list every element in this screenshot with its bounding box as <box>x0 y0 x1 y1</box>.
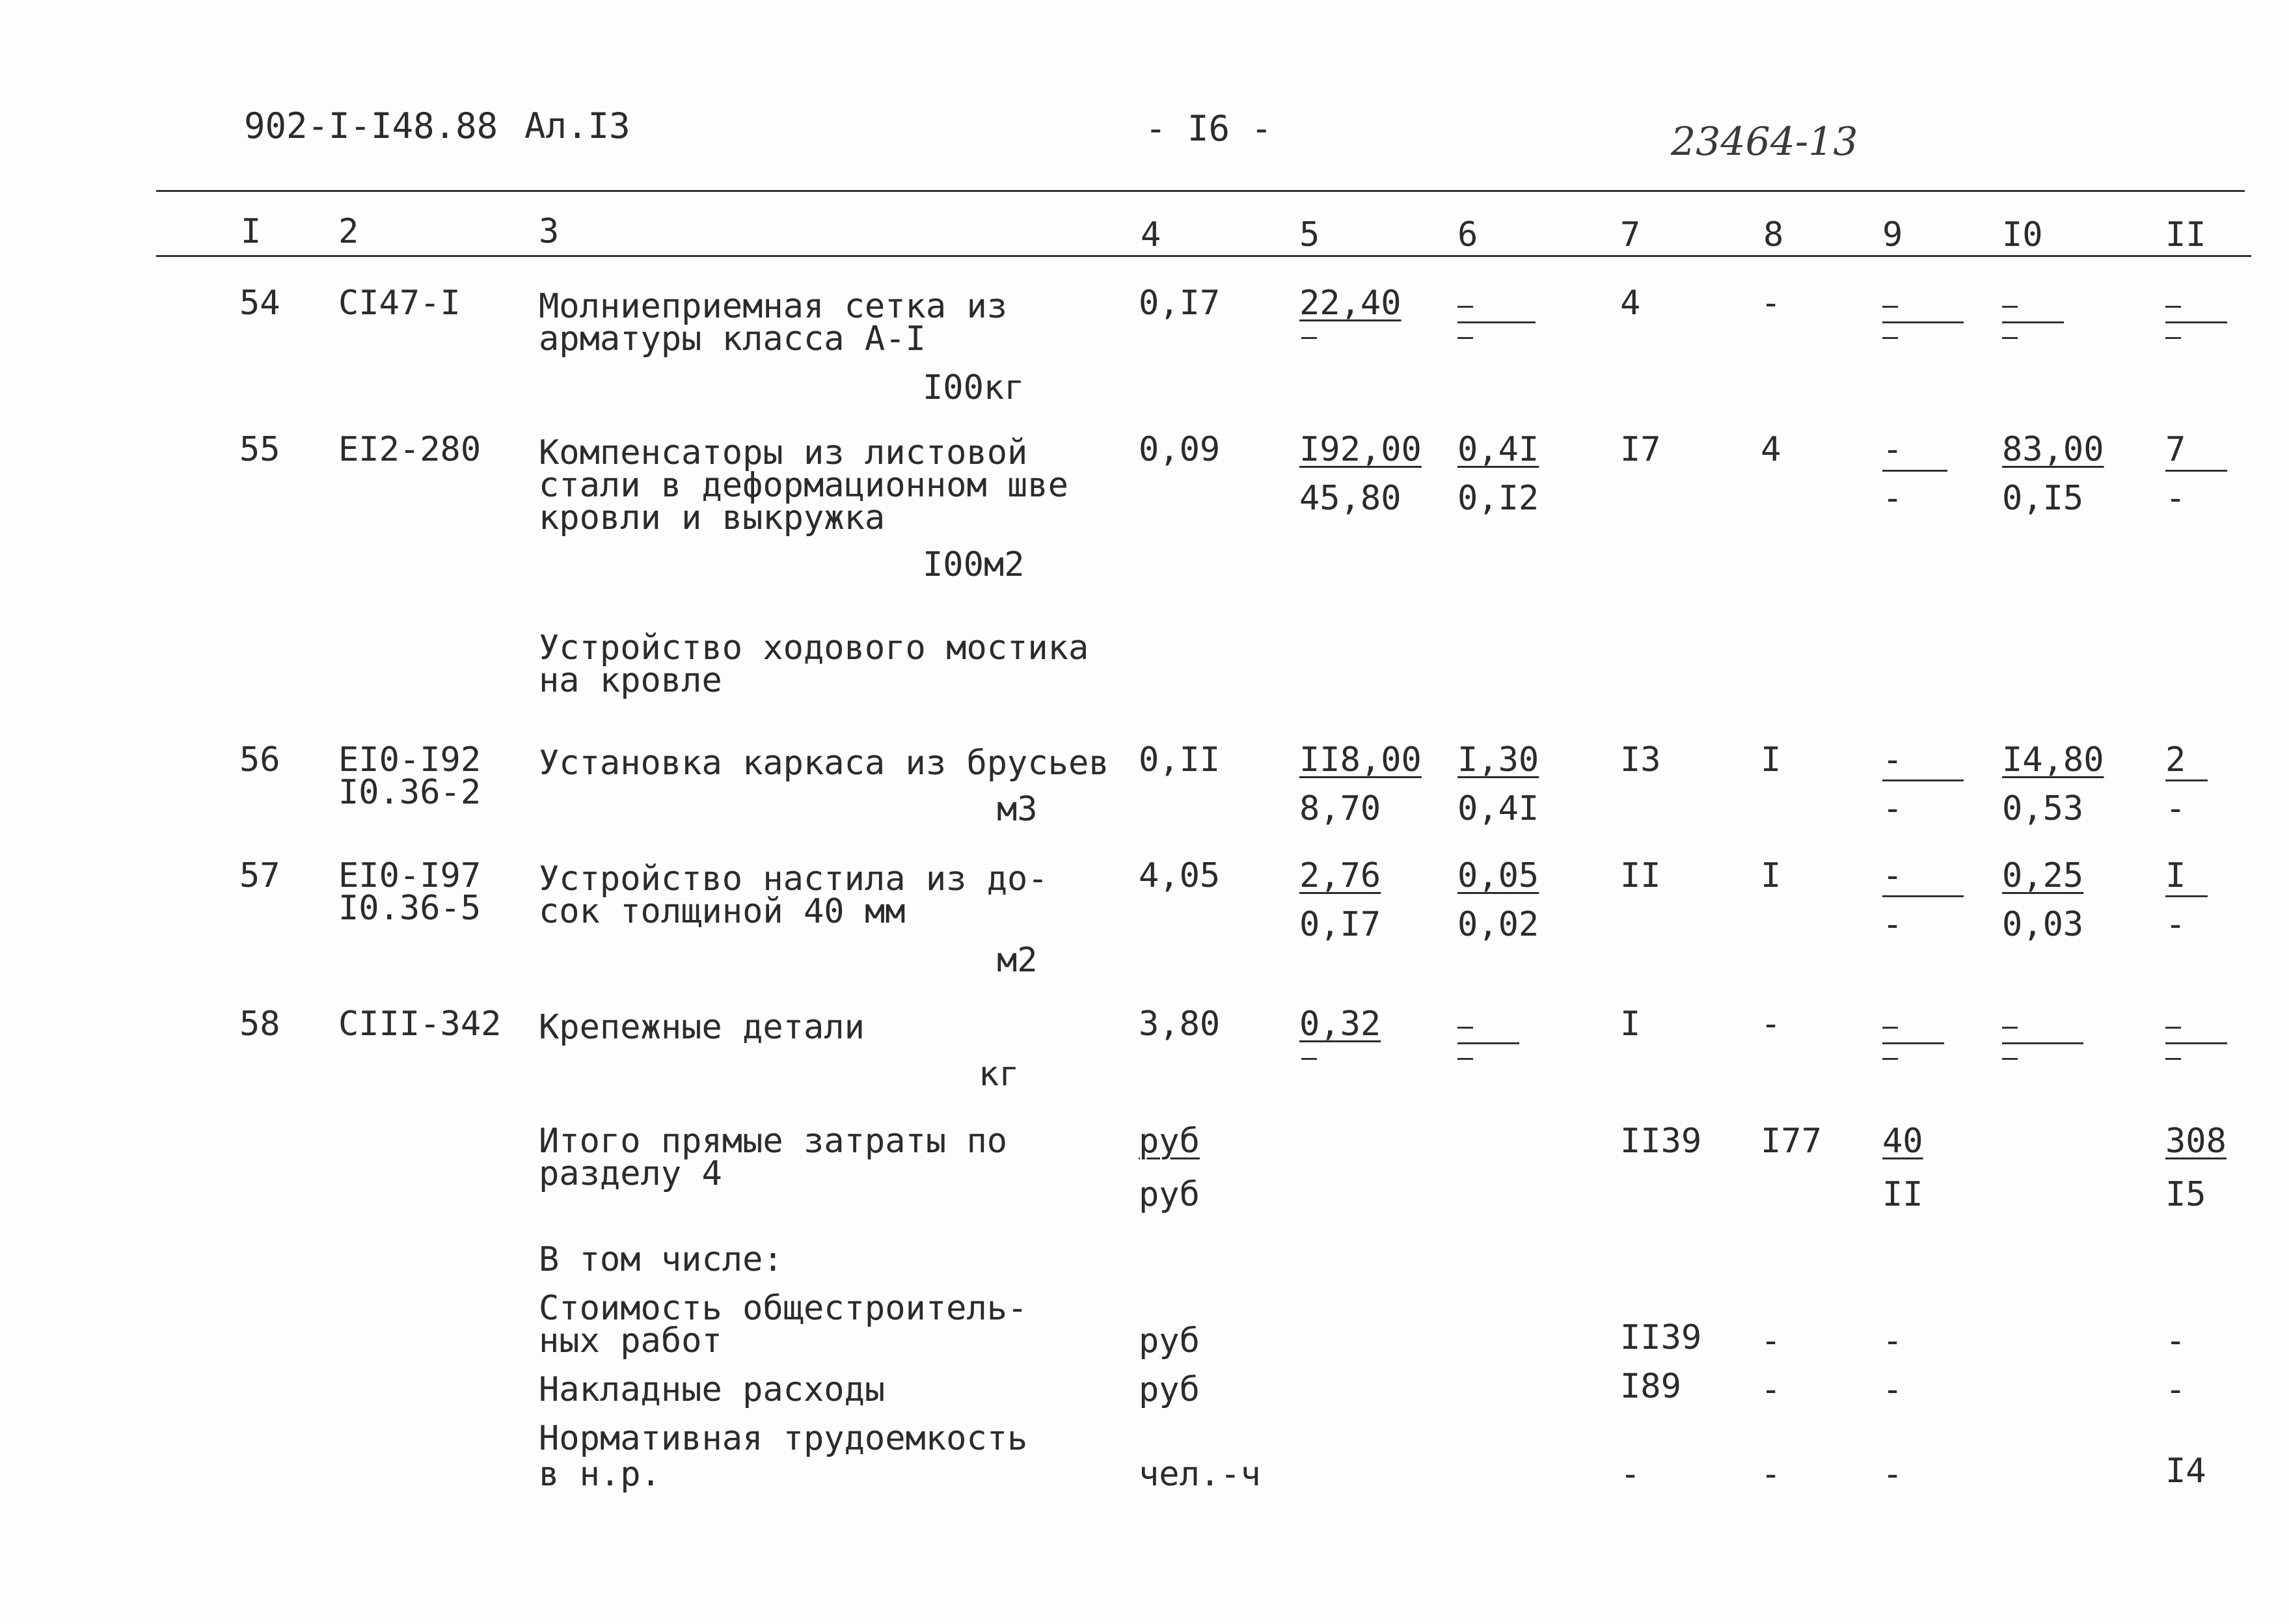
row-54-col10-dash2 <box>2002 337 2018 339</box>
row-54-unit: I00кг <box>923 368 1025 407</box>
totals-desc-line1: Итого прямые затраты по <box>539 1122 1008 1161</box>
totals-desc-line2: разделу 4 <box>539 1154 722 1193</box>
row-55-desc-line2: стали в деформационном шве <box>539 466 1068 505</box>
overhead-unit: руб <box>1139 1370 1200 1409</box>
col-header-10: I0 <box>2002 215 2043 254</box>
row-54-col9-dash <box>1882 306 1898 308</box>
row-54-col7: 4 <box>1620 284 1641 323</box>
row-55-desc-line1: Компенсаторы из листовой <box>539 433 1028 472</box>
col-header-6: 6 <box>1457 215 1478 254</box>
row-58-col10-dash2 <box>2002 1058 2018 1060</box>
row-57-col9-top: - <box>1882 856 1903 895</box>
row-58-col9-rule <box>1882 1042 1944 1044</box>
labor-col8: - <box>1761 1455 1781 1494</box>
row-57-desc-line2: сок толщиной 40 мм <box>539 892 906 931</box>
general-works-col11: - <box>2165 1321 2186 1360</box>
general-works-desc-line2: ных работ <box>539 1321 722 1360</box>
col-header-8: 8 <box>1763 215 1784 254</box>
row-54-desc-line1: Молниеприемная сетка из <box>539 287 1008 326</box>
row-57-col6-top: 0,05 <box>1457 856 1539 895</box>
row-58-col7: I <box>1620 1005 1641 1044</box>
row-54-col10-dash <box>2002 306 2018 308</box>
col-header-4: 4 <box>1141 215 1161 254</box>
row-56-code-line1: EI0-I92 <box>338 740 481 779</box>
row-54-col6-dash <box>1457 306 1473 308</box>
general-works-col8: - <box>1761 1321 1781 1360</box>
row-58-col9-dash2 <box>1882 1058 1898 1060</box>
row-57-col6-bottom: 0,02 <box>1457 905 1539 944</box>
row-55-col10-top: 83,00 <box>2002 430 2104 469</box>
row-57-col9-rule <box>1882 895 1964 897</box>
row-56-unit: м3 <box>997 790 1038 829</box>
row-54-col11-dash2 <box>2165 337 2181 339</box>
album-number: Ал.I3 <box>524 105 630 146</box>
totals-unit-top: руб <box>1139 1122 1200 1161</box>
doc-code: 902-I-I48.88 <box>244 105 498 146</box>
row-56-col11-bottom: - <box>2165 789 2186 828</box>
labor-desc-line2: в н.р. <box>539 1455 661 1494</box>
row-54-number: 54 <box>239 284 280 323</box>
row-58-col11-dash2 <box>2165 1058 2181 1060</box>
overhead-col7: I89 <box>1620 1367 1681 1406</box>
row-57-col9-bottom: - <box>1882 905 1903 944</box>
row-54-col5: 22,40 <box>1299 284 1402 323</box>
labor-unit: чел.-ч <box>1139 1455 1261 1494</box>
col-header-5: 5 <box>1299 215 1320 254</box>
row-56-col8: I <box>1761 740 1781 779</box>
overhead-col8: - <box>1761 1370 1781 1409</box>
row-56-desc-line1: Установка каркаса из брусьев <box>539 744 1109 783</box>
row-55-col11-rule <box>2165 470 2227 472</box>
row-55-col7: I7 <box>1620 430 1661 469</box>
row-57-number: 57 <box>239 856 280 895</box>
row-57-col11-top: I <box>2165 856 2186 895</box>
row-56-col4: 0,II <box>1139 740 1221 779</box>
handwritten-number: 23464-13 <box>1671 119 1858 165</box>
row-58-col5-dash <box>1301 1058 1317 1060</box>
row-55-col9-top: - <box>1882 430 1903 469</box>
section-heading-line2: на кровле <box>539 661 722 700</box>
overhead-col11: - <box>2165 1370 2186 1409</box>
totals-col9-bottom: II <box>1882 1175 1923 1214</box>
row-57-col10-bottom: 0,03 <box>2002 905 2084 944</box>
row-56-col6-bottom: 0,4I <box>1457 789 1539 828</box>
row-55-code: EI2-280 <box>338 430 481 469</box>
col-header-9: 9 <box>1882 215 1903 254</box>
row-58-number: 58 <box>239 1005 280 1044</box>
row-54-col9-dash2 <box>1882 337 1898 339</box>
row-56-col9-bottom: - <box>1882 789 1903 828</box>
row-58-code: CIII-342 <box>338 1005 502 1044</box>
row-57-col11-rule <box>2165 895 2208 897</box>
totals-unit-bottom: руб <box>1139 1175 1200 1214</box>
row-55-col6-bottom: 0,I2 <box>1457 479 1539 518</box>
section-heading-line1: Устройство ходового мостика <box>539 629 1089 668</box>
row-54-col9-rule <box>1882 321 1964 323</box>
row-58-col4: 3,80 <box>1139 1005 1221 1044</box>
row-56-col10-bottom: 0,53 <box>2002 789 2084 828</box>
row-58-col8: - <box>1761 1005 1781 1044</box>
row-56-col5-top: II8,00 <box>1299 740 1422 779</box>
row-58-col6-rule <box>1457 1042 1519 1044</box>
row-55-unit: I00м2 <box>923 545 1025 584</box>
row-55-col11-bottom: - <box>2165 479 2186 518</box>
row-54-col4: 0,I7 <box>1139 284 1221 323</box>
row-57-col10-top: 0,25 <box>2002 856 2084 895</box>
top-rule <box>156 190 2245 192</box>
row-55-col9-bottom: - <box>1882 479 1903 518</box>
col-header-11: II <box>2165 215 2206 254</box>
col-header-1: I <box>241 212 262 251</box>
header-rule <box>156 255 2251 257</box>
row-58-col10-dash <box>2002 1027 2018 1029</box>
col-header-2: 2 <box>338 212 359 251</box>
row-58-col9-dash <box>1882 1027 1898 1029</box>
general-works-col9: - <box>1882 1321 1903 1360</box>
labor-desc-line1: Нормативная трудоемкость <box>539 1419 1028 1458</box>
totals-col9-top: 40 <box>1882 1122 1923 1161</box>
row-55-col4: 0,09 <box>1139 430 1221 469</box>
row-57-col8: I <box>1761 856 1781 895</box>
general-works-unit: руб <box>1139 1321 1200 1360</box>
row-54-col6-dash2 <box>1457 337 1473 339</box>
page-number: - I6 - <box>1145 108 1273 149</box>
row-56-col9-rule <box>1882 779 1964 781</box>
row-54-col8: - <box>1761 284 1781 323</box>
row-55-col9-rule <box>1882 470 1947 472</box>
row-56-col11-rule <box>2165 779 2208 781</box>
row-54-col6-rule <box>1457 321 1536 323</box>
row-57-col4: 4,05 <box>1139 856 1221 895</box>
row-55-col5-top: I92,00 <box>1299 430 1422 469</box>
row-56-col5-bottom: 8,70 <box>1299 789 1381 828</box>
row-57-unit: м2 <box>997 941 1038 980</box>
labor-col11: I4 <box>2165 1452 2206 1491</box>
row-56-number: 56 <box>239 740 280 779</box>
labor-col7: - <box>1620 1455 1641 1494</box>
row-54-col5-dash <box>1301 337 1317 339</box>
row-55-col5-bottom: 45,80 <box>1299 479 1402 518</box>
row-54-code: CI47-I <box>338 284 461 323</box>
row-55-number: 55 <box>239 430 280 469</box>
row-56-col10-top: I4,80 <box>2002 740 2104 779</box>
row-57-code-line2: I0.36-5 <box>338 889 481 928</box>
row-58-col6-dash2 <box>1457 1058 1473 1060</box>
row-56-code-line2: I0.36-2 <box>338 773 481 812</box>
totals-col7: II39 <box>1620 1122 1702 1161</box>
row-57-col5-bottom: 0,I7 <box>1299 905 1381 944</box>
row-57-col7: II <box>1620 856 1661 895</box>
general-works-desc-line1: Стоимость общестроитель- <box>539 1289 1028 1328</box>
row-56-col6-top: I,30 <box>1457 740 1539 779</box>
row-55-col6-top: 0,4I <box>1457 430 1539 469</box>
including-label: В том числе: <box>539 1240 783 1279</box>
general-works-col7: II39 <box>1620 1318 1702 1357</box>
row-58-unit: кг <box>979 1055 1020 1094</box>
row-56-col7: I3 <box>1620 740 1661 779</box>
col-header-3: 3 <box>539 212 560 251</box>
row-56-col9-top: - <box>1882 740 1903 779</box>
row-54-desc-line2: арматуры класса А-I <box>539 319 926 359</box>
row-54-col11-dash <box>2165 306 2181 308</box>
row-55-desc-line3: кровли и выкружка <box>539 498 886 537</box>
totals-col8: I77 <box>1761 1122 1822 1161</box>
row-58-col5: 0,32 <box>1299 1005 1381 1044</box>
row-58-col6-dash <box>1457 1027 1473 1029</box>
row-58-col11-rule <box>2165 1042 2227 1044</box>
row-54-col11-rule <box>2165 321 2227 323</box>
row-57-col5-top: 2,76 <box>1299 856 1381 895</box>
overhead-desc: Накладные расходы <box>539 1370 886 1409</box>
row-54-col10-rule <box>2002 321 2064 323</box>
row-56-col11-top: 2 <box>2165 740 2186 779</box>
col-header-7: 7 <box>1620 215 1641 254</box>
row-58-desc-line1: Крепежные детали <box>539 1008 865 1047</box>
row-58-col10-rule <box>2002 1042 2083 1044</box>
row-58-col11-dash <box>2165 1027 2181 1029</box>
row-55-col10-bottom: 0,I5 <box>2002 479 2084 518</box>
labor-col9: - <box>1882 1455 1903 1494</box>
row-55-col8: 4 <box>1761 430 1781 469</box>
row-55-col11-top: 7 <box>2165 430 2186 469</box>
totals-col11-top: 308 <box>2165 1122 2227 1161</box>
totals-col11-bottom: I5 <box>2165 1175 2206 1214</box>
row-57-desc-line1: Устройство настила из до- <box>539 859 1048 899</box>
row-57-code-line1: EI0-I97 <box>338 856 481 895</box>
row-57-col11-bottom: - <box>2165 905 2186 944</box>
overhead-col9: - <box>1882 1370 1903 1409</box>
